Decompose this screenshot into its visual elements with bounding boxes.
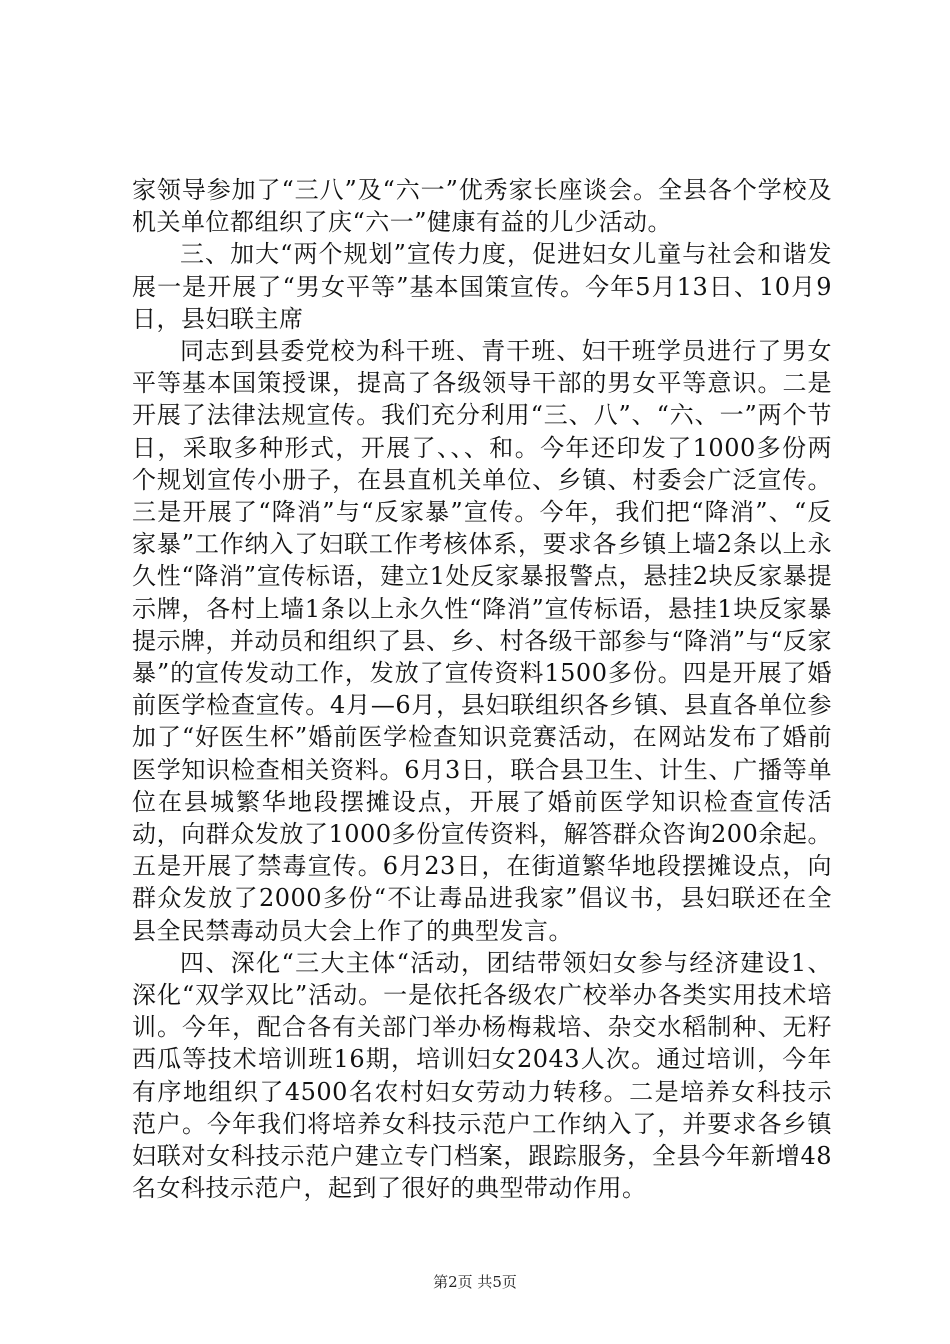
paragraph-4: 四、深化“三大主体“活动，团结带领妇女参与经济建设1、深化“双学双比”活动。一是依托各级农广校举办各类实用技术培训。今年，配合各有关部门举办杨梅栽培、杂交水稻制种、无籽西瓜等技术培训班16期，培训妇女2043人次。通过培训，今年有序地组织了4500名农村妇女劳动力转移。二是培养女科技示范户。今年我们将培养女科技示范户工作纳入了，并要求各乡镇妇联对女科技示范户建立专门档案，跟踪服务，全县今年新增48名女科技示范户，起到了很好的典型带动作用。: [132, 948, 832, 1203]
document-body: [132, 174, 832, 1205]
paragraph-3: 同志到县委党校为科干班、青干班、妇干班学员进行了男女平等基本国策授课，提高了各级领导干部的男女平等意识。二是开展了法律法规宣传。我们充分利用“三、八”、“六、一”两个节日，采取多种形式，开展了、、、和。今年还印发了1000多份两个规划宣传小册子，在县直机关单位、乡镇、村委会广泛宣传。三是开展了“降消”与“反家暴”宣传。今年，我们把“降消”、“反家暴”工作纳入了妇联工作考核体系，要求各乡镇上墙2条以上永久性“降消”宣传标语，建立1处反家暴报警点，悬挂2块反家暴提示牌，各村上墙1条以上永久性“降消”宣传标语，悬挂1块反家暴提示牌，并动员和组织了县、乡、村各级干部参与“降消”与“反家暴”的宣传发动工作，发放了宣传资料1500多份。四是开展了婚前医学检查宣传。4月—6月，县妇联组织各乡镇、县直各单位参加了“好医生杯”婚前医学检查知识竞赛活动，在网站发布了婚前医学知识检查相关资料。6月3日，联合县卫生、计生、广播等单位在县城繁华地段摆摊设点，开展了婚前医学知识检查宣传活动，向群众发放了1000多份宣传资料，解答群众咨询200余起。五是开展了禁毒宣传。6月23日，在街道繁华地段摆摊设点，向群众发放了2000多份“不让毒品进我家”倡议书，县妇联还在全县全民禁毒动员大会上作了的典型发言。: [132, 337, 832, 945]
paragraph-2: 三、加大“两个规划”宣传力度，促进妇女儿童与社会和谐发展一是开展了“男女平等”基本国策宣传。今年5月13日、10月9日，县妇联主席: [132, 240, 832, 333]
page-number-footer: 第2页 共5页: [433, 1273, 517, 1291]
paragraph-1: 家领导参加了“三八”及“六一”优秀家长座谈会。全县各个学校及机关单位都组织了庆“六一”健康有益的儿少活动。: [132, 176, 832, 237]
